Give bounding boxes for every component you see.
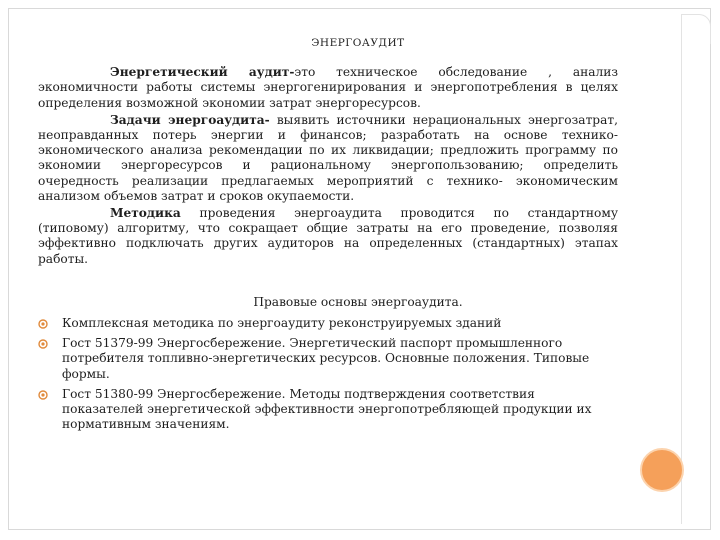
paragraph-methodology: [38, 206, 618, 267]
circle-bullet-icon: [38, 319, 48, 329]
legal-item-text: Гост 51379-99 Энергосбережение. Энергетический паспорт промышленного потребителя топливно-энергетических ресурсов. Основные положения. Типовые формы.: [62, 336, 590, 381]
definition-methodology: проведения энергоаудита проводится по стандартному (типовому) алгоритму, что сокращает общие затраты на его проведение, позволяя эффективно подключать других аудиторов на определенных (стандартных) этапах работы.: [38, 206, 618, 266]
list-item: [38, 316, 618, 331]
definition-energy-audit: это техническое обследование , анализ экономичности работы системы энергогенирирования и энергопотребления в целях определения возможной экономии затрат энергоресурсов.: [38, 65, 618, 110]
circle-bullet-icon: [38, 390, 48, 400]
legal-basis-list: [38, 316, 618, 432]
list-item: [38, 336, 618, 382]
circle-bullet-icon: [38, 339, 48, 349]
legal-basis-title: Правовые основы энергоаудита.: [253, 294, 463, 309]
slide-corner-curl: [681, 14, 711, 44]
slide-title: ЭНЕРГОАУДИТ: [311, 37, 405, 49]
term-methodology: Методика: [110, 206, 181, 221]
legal-item-text: Гост 51380-99 Энергосбережение. Методы подтверждения соответствия показателей энергетической эффективности энергопотребляющей продукции их нормативным значениям.: [62, 386, 592, 432]
list-item: [38, 387, 618, 433]
paragraph-energy-audit: [38, 65, 618, 111]
paragraph-audit-tasks: [38, 113, 618, 204]
term-energy-audit: Энергетический аудит-: [110, 65, 295, 80]
legal-item-text: Комплексная методика по энергоаудиту реконструируемых зданий: [62, 316, 502, 331]
slide-content: [38, 36, 618, 437]
term-audit-tasks: Задачи энергоаудита-: [110, 112, 270, 127]
orange-circle-icon: [640, 448, 684, 492]
slide-right-rail: [681, 14, 705, 524]
definition-audit-tasks: выявить источники нерациональных энергозатрат, неоправданных потерь энергии и финансов; разработать на основе технико-экономического анализа рекомендации по их ликвидации; предложить программу по экономии энергоресурсов и рациональному энергопользованию; определить очередность реализации предлагаемых мероприятий с технико- экономическим анализом объемов затрат и сроков окупаемости.: [38, 112, 618, 203]
